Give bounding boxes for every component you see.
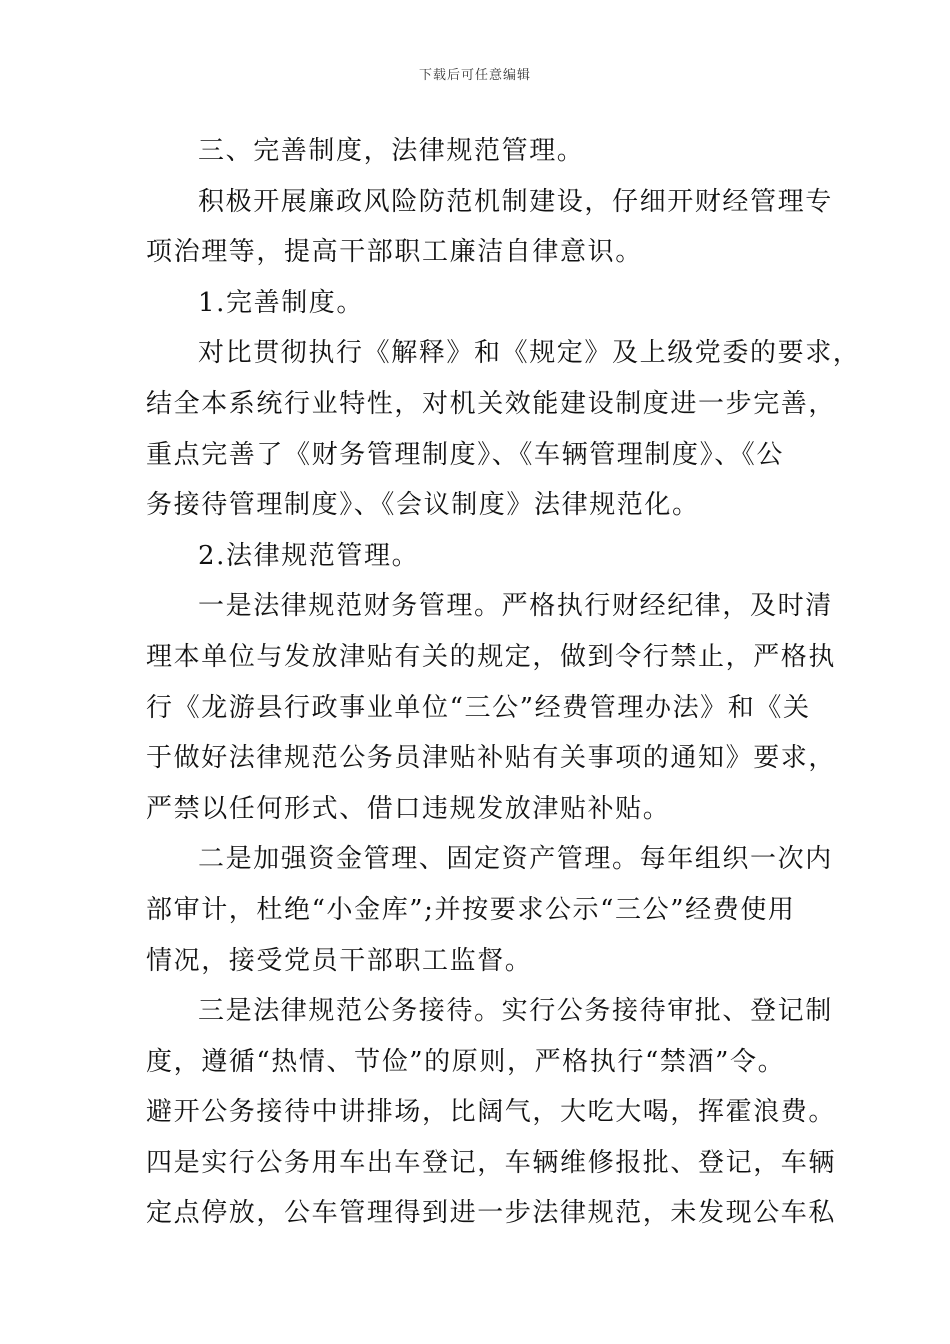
text-line: 于做好法律规范公务员津贴补贴有关事项的通知》要求，: [146, 743, 837, 774]
text-line: 行《龙游县行政事业单位“三公”经费管理办法》和《关: [146, 692, 811, 723]
text-line: 理本单位与发放津贴有关的规定，做到令行禁止，严格执: [146, 641, 837, 672]
page-header: 下载后可任意编辑: [418, 68, 531, 83]
text-line: 情况，接受党员干部职工监督。: [146, 945, 533, 976]
text-line: 三是法律规范公务接待。实行公务接待审批、登记制: [198, 996, 833, 1027]
text-line: 重点完善了《财务管理制度》、《车辆管理制度》、《公: [146, 439, 785, 470]
text-line: 结全本系统行业特性，对机关效能建设制度进一步完善，: [146, 388, 837, 419]
text-line: 2.法律规范管理。: [198, 540, 420, 571]
text-line: 项治理等，提高干部职工廉洁自律意识。: [146, 237, 643, 268]
text-line: 避开公务接待中讲排场，比阔气，大吃大喝，挥霍浪费。: [146, 1097, 837, 1128]
text-line: 对比贯彻执行《解释》和《规定》及上级党委的要求，: [198, 338, 861, 369]
text-line: 部审计，杜绝“小金库”;并按要求公示“三公”经费使用: [146, 894, 796, 925]
text-line: 1.完善制度。: [198, 287, 365, 318]
text-line: 务接待管理制度》、《会议制度》法律规范化。: [146, 490, 700, 521]
text-line: 二是加强资金管理、固定资产管理。每年组织一次内: [198, 844, 833, 875]
document-body: [146, 126, 861, 1239]
text-line: 度，遵循“热情、节俭”的原则，严格执行“禁酒”令。: [146, 1046, 786, 1077]
text-line: 严禁以任何形式、借口违规发放津贴补贴。: [146, 793, 671, 824]
text-line: 定点停放，公车管理得到进一步法律规范，未发现公车私: [146, 1198, 837, 1229]
text-line: 三、完善制度，法律规范管理。: [198, 136, 585, 166]
text-line: 一是法律规范财务管理。严格执行财经纪律，及时清: [198, 591, 833, 622]
text-line: 积极开展廉政风险防范机制建设，仔细开财经管理专: [198, 186, 833, 217]
text-line: 四是实行公务用车出车登记，车辆维修报批、登记，车辆: [146, 1147, 837, 1178]
